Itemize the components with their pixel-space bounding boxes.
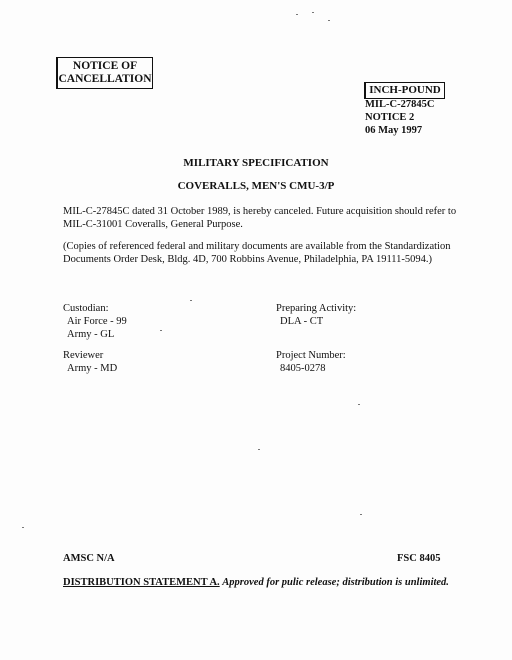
document-number: MIL-C-27845C xyxy=(365,99,435,110)
notice-of-cancellation-box xyxy=(56,57,153,89)
specification-title: COVERALLS, MEN'S CMU-3/P xyxy=(177,180,335,192)
reviewer-block xyxy=(63,349,117,375)
custodian-air-force: Air Force - 99 xyxy=(67,316,127,327)
scan-speck xyxy=(358,404,360,405)
specification-heading: MILITARY SPECIFICATION xyxy=(183,157,329,169)
distribution-statement-label: DISTRIBUTION STATEMENT A. xyxy=(63,577,220,588)
custodian-army: Army - GL xyxy=(67,329,115,340)
preparing-activity-block xyxy=(276,302,356,328)
notice-box-line1: NOTICE OF xyxy=(72,60,138,72)
custodian-block xyxy=(63,302,127,341)
scan-speck xyxy=(312,12,314,13)
preparing-activity-value: DLA - CT xyxy=(280,316,324,327)
copies-paragraph: (Copies of referenced federal and military documents are available from the Standardization Documents Order Desk, Bldg. 4D, 700 Robbins Avenue, Philadelphia, PA 19111-5094.) xyxy=(63,241,451,265)
distribution-statement xyxy=(63,577,449,588)
document-identifier xyxy=(365,98,434,137)
fsc-code: FSC 8405 xyxy=(397,553,441,564)
scan-speck xyxy=(22,527,24,528)
project-number-label: Project Number: xyxy=(276,350,346,361)
custodian-label: Custodian: xyxy=(63,303,109,314)
distribution-statement-text: Approved for pulic release; distribution is unlimited. xyxy=(222,577,449,588)
project-number-block xyxy=(276,349,346,375)
notice-number: NOTICE 2 xyxy=(365,112,415,123)
reviewer-value: Army - MD xyxy=(67,363,118,374)
notice-box-line2: CANCELLATION xyxy=(58,73,152,85)
inch-pound-box: INCH-POUND xyxy=(364,82,445,99)
notice-date: 06 May 1997 xyxy=(365,125,423,136)
preparing-activity-label: Preparing Activity: xyxy=(276,303,357,314)
project-number-value: 8405-0278 xyxy=(280,363,326,374)
amsc-code: AMSC N/A xyxy=(63,553,115,564)
reviewer-label: Reviewer xyxy=(63,350,104,361)
scan-speck xyxy=(296,14,298,15)
scan-speck xyxy=(258,449,260,450)
scan-speck xyxy=(328,20,330,21)
scan-speck xyxy=(190,300,192,301)
scan-speck xyxy=(360,514,362,515)
cancellation-paragraph: MIL-C-27845C dated 31 October 1989, is hereby canceled. Future acquisition should refer to MIL-C-31001 Coveralls, General Purpose. xyxy=(63,206,457,230)
scan-speck xyxy=(160,330,162,331)
